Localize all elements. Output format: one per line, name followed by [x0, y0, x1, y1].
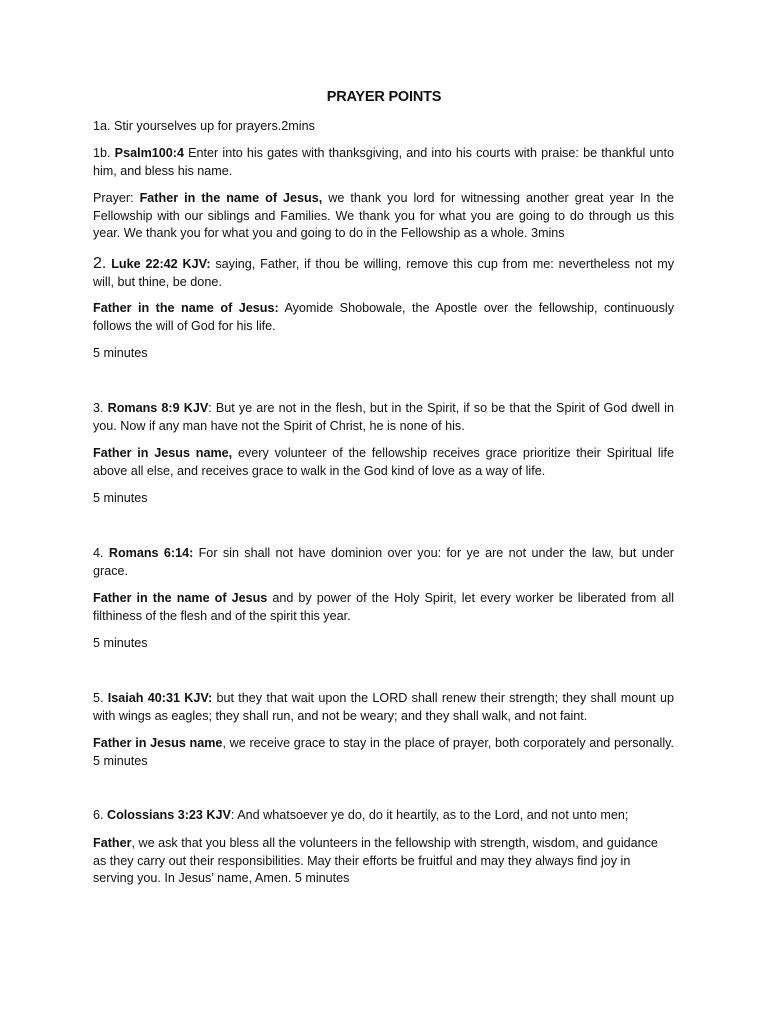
intro-psalm-reference: Psalm100:4 [114, 146, 184, 160]
point-number: 4. [93, 546, 109, 560]
intro-prayer-label: Prayer: [93, 191, 140, 205]
point-prayer-text: , we ask that you bless all the volunteers in the fellowship with strength, wisdom, and guidance as they carry out their responsibilities. May their efforts be fruitful and may they always find joy in serving you. In Jesus’ name, Amen. 5 minutes [93, 836, 658, 886]
point-prayer-invocation: Father in Jesus name, [93, 446, 233, 460]
page-title: PRAYER POINTS [326, 89, 442, 105]
point-number: 6. [93, 808, 108, 822]
point-4-duration: 5 minutes [93, 636, 148, 650]
point-3-duration: 5 minutes [93, 491, 148, 505]
point-5-prayer-paragraph [93, 735, 674, 770]
point-prayer-text: Ayomide Shobowale, the Apostle over the fellowship, continuously follows the will of God for his life. [93, 301, 674, 333]
point-prayer-text: , we receive grace to stay in the place of prayer, both corporately and personally. 5 minutes [93, 736, 674, 768]
point-4-verse-paragraph [93, 545, 674, 580]
point-prayer-text: and by power of the Holy Spirit, let every worker be liberated from all filthiness of the flesh and of the spirit this year. [93, 591, 674, 623]
intro-prayer-text: we thank you lord for witnessing another great year In the Fellowship with our siblings and Families. We thank you for what you are going to do through us this year. We thank you for what you and going to do in the Fellowship as a whole. 3mins [93, 191, 674, 241]
point-5-verse-paragraph [93, 690, 674, 725]
point-prayer-invocation: Father in Jesus name [93, 736, 223, 750]
point-reference: Romans 6:14: [108, 546, 194, 560]
point-number: 2. [93, 255, 107, 272]
point-3-verse-paragraph [93, 400, 674, 435]
point-reference: Luke 22:42 KJV: [111, 257, 211, 271]
point-4-prayer-paragraph [93, 590, 674, 625]
point-reference: Romans 8:9 KJV [107, 401, 209, 415]
point-number: 3. [93, 401, 108, 415]
point-3-prayer-paragraph [93, 445, 674, 480]
point-6-verse-paragraph [93, 807, 674, 825]
point-reference: Isaiah 40:31 KJV: [107, 691, 213, 705]
point-verse: For sin shall not have dominion over you: for ye are not under the law, but under grace. [93, 546, 674, 578]
intro-prayer-paragraph [93, 190, 674, 243]
point-verse: : But ye are not in the flesh, but in the Spirit, if so be that the Spirit of God dwell in you. Now if any man have not the Spirit of Christ, he is none of his. [93, 401, 674, 433]
point-6-prayer-paragraph [93, 835, 658, 888]
point-verse: but they that wait upon the LORD shall renew their strength; they shall mount up with wings as eagles; they shall run, and not be weary; and they shall walk, and not faint. [93, 691, 674, 723]
point-prayer-invocation: Father [93, 836, 132, 850]
point-2-duration: 5 minutes [93, 346, 148, 360]
point-reference: Colossians 3:23 KJV [107, 808, 231, 822]
intro-psalm-number: 1b. [93, 146, 115, 160]
point-2-verse-paragraph [93, 255, 674, 291]
intro-prayer-invocation: Father in the name of Jesus, [139, 191, 323, 205]
point-verse: saying, Father, if thou be willing, remove this cup from me: nevertheless not my will, but thine, be done. [93, 257, 674, 289]
intro-psalm-text: Enter into his gates with thanksgiving, and into his courts with praise: be thankful unto him, and bless his name. [93, 146, 674, 178]
point-2-prayer-paragraph [93, 300, 674, 335]
point-prayer-text: every volunteer of the fellowship receives grace prioritize their Spiritual life above all else, and receives grace to walk in the God kind of love as a way of life. [93, 446, 674, 478]
point-verse: : And whatsoever ye do, do it heartily, as to the Lord, and not unto men; [230, 808, 629, 822]
point-prayer-invocation: Father in the name of Jesus: [93, 301, 279, 315]
point-prayer-invocation: Father in the name of Jesus [93, 591, 268, 605]
intro-psalm-paragraph [93, 145, 674, 180]
point-number: 5. [93, 691, 108, 705]
intro-stir-line: 1a. Stir yourselves up for prayers.2mins [93, 119, 315, 133]
